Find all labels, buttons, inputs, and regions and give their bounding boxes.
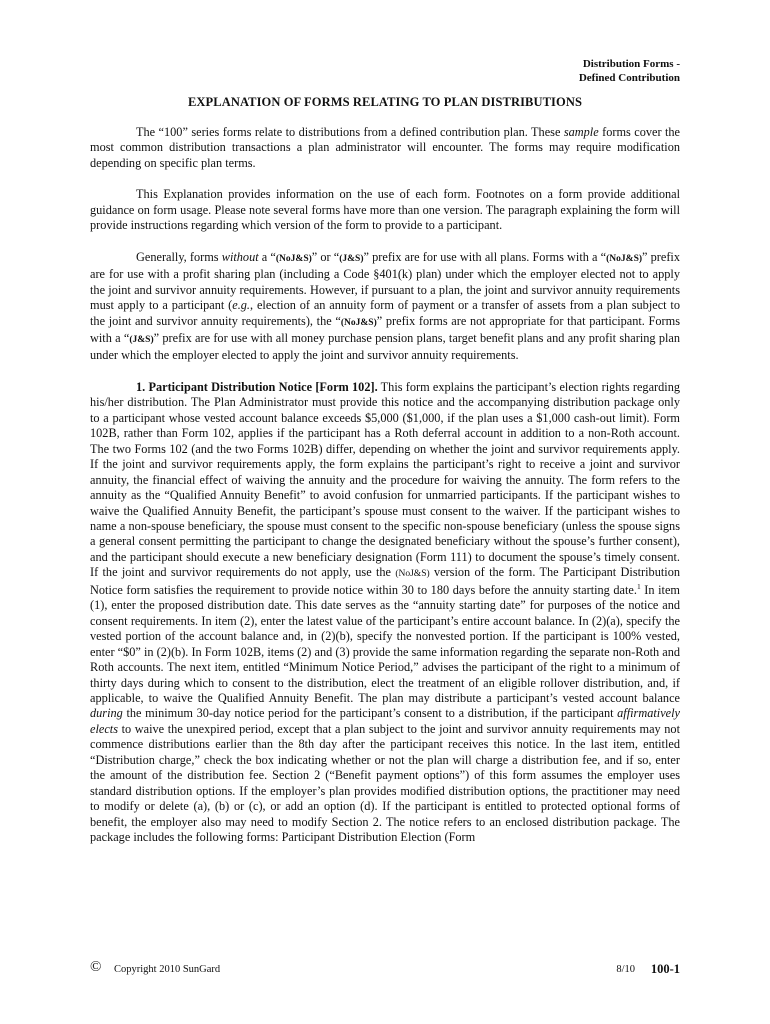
running-header: [579, 57, 680, 85]
footnote-marker[interactable]: 1: [636, 581, 641, 591]
body-text: [90, 125, 680, 861]
paragraph-prefixes: [90, 250, 680, 364]
text-run: ” prefix are for use with a profit sharing plan (including a Code §401(k) plan) under which the employer elected not to apply the joint and survivor annuity requirements. However, if pursuant to a plan, the joint and survivor annuity requirements must apply to a participant (: [90, 249, 680, 313]
paragraph-form-102: [90, 380, 680, 846]
header-line-1: Distribution Forms -: [582, 58, 680, 70]
document-title: EXPLANATION OF FORMS RELATING TO PLAN DISTRIBUTIONS: [187, 95, 583, 109]
emphasis-eg: e.g.: [232, 298, 251, 313]
text-run: ” prefix are for use with all plans. Forms with a “: [363, 249, 607, 264]
prefix-noj-s: (NoJ&S): [275, 253, 312, 264]
text-run: ” prefix forms are not appropriate for that participant. Forms with a “: [90, 313, 680, 345]
emphasis-without: without: [221, 249, 259, 264]
text-run: This form explains the participant’s election rights regarding his/her distribution. The Plan Administrator must provide this notice and the accompanying distribution package only to a participant whose vested account balance exceeds $5,000 ($1,000, if the plan uses a $1,000 cash-out limit). Form 102B, rather than Form 102, applies if the participant has a Roth deferral account in addition to a non-Roth account. The two Forms 102 (and the two Forms 102B) differ, depending on whether the joint and survivor requirements apply. If the joint and survivor requirements apply, the form explains the participant’s right to receive a joint and survivor annuity, the financial effect of waiving the annuity and the procedure for waiving the annuity. The form refers to the annuity as the “Qualified Annuity Benefit” to avoid confusion for unmarried participants. If the participant wishes to waive the Qualified Annuity Benefit, the participant’s spouse must consent to the waiver. If the participant wishes to name a non-spouse beneficiary, the spouse must consent to the specific non-spouse beneficiary (unless the spouse signs a general consent permitting the participant to change the designated beneficiary without the spouse’s further consent), and the participant should execute a new beneficiary designation (Form 111) to document the spouse’s timely consent. If the joint and survivor requirements do not apply, use the: [90, 379, 680, 580]
copyright-text: Copyright 2010 SunGard: [114, 964, 221, 975]
prefix-j-s: (J&S): [129, 334, 154, 345]
text-run: In item (1), enter the proposed distribution date. This date serves as the “annuity starting date” for purposes of the notice and consent requirements. In item (2), enter the latest value of the participant’s entire account balance. In (2)(a), specify the vested portion of the account balance and, in (2)(b), specify the nonvested portion. If the participant is 100% vested, enter “$0” in (2)(b). In Form 102B, items (2) and (3) provide the same information regarding the separate non-Roth and Roth accounts. The next item, entitled “Minimum Notice Period,” advises the participant of the right to a minimum of thirty days during which to consent to the distribution, elect the treatment of an eligible rollover distribution, and, if applicable, to waive the Qualified Annuity Benefit. The plan may distribute a participant’s vested account balance: [90, 582, 680, 705]
copyright-icon: ©: [90, 959, 102, 975]
emphasis-affirmatively-elects: affirmatively elects: [90, 706, 680, 736]
paragraph-intro: [90, 125, 680, 171]
text-run: to waive the unexpired period, except that a plan subject to the joint and survivor annuity requirements may not commence distributions earlier than the 8th day after the participant receives this notice. In the last item, entitled “Distribution charge,” check the box indicating whether or not the plan will charge a distribution fee, and if so, enter the amount of the distribution fee. Section 2 (“Benefit payment options”) of this form assumes the employer uses standard distribution options. If the employer’s plan provides modified distribution options, the practitioner may need to modify or delete (a), (b) or (c), or add an option (d). If the participant is entitled to protected optional forms of benefit, the employer also may need to modify Section 2. The notice refers to an enclosed distribution package. The package includes the following forms: Participant Distribution Election (Form: [90, 721, 680, 845]
text-run: forms cover the most common distribution transactions a plan administrator will encounter. The forms may require modification depending on specific plan terms.: [90, 125, 680, 170]
text-run: the minimum 30-day notice period for the participant’s consent to a distribution, if the participant: [122, 706, 618, 721]
text-run: ” prefix are for use with all money purchase pension plans, target benefit plans and any profit sharing plan under which the employer elected to apply the joint and survivor annuity requirements.: [90, 330, 680, 363]
text-run: The “100” series forms relate to distributions from a defined contribution plan. These: [136, 125, 564, 139]
paragraph-explanation: This Explanation provides information on the use of each form. Footnotes on a form provide additional guidance on form usage. Please note several forms have more than one version. The paragraph explaining the form will provide instructions regarding which version of the form to provide to a participant.: [90, 187, 680, 233]
emphasis-sample: sample: [563, 125, 599, 139]
prefix-noj-s: (NoJ&S): [606, 253, 643, 264]
prefix-j-s: (J&S): [339, 253, 364, 264]
text-run: a “: [258, 249, 276, 264]
text-run: version of the form. The Participant Distribution Notice form satisfies the requirement to provide notice within 30 to 180 days before the annuity starting date.: [90, 565, 680, 597]
text-run: , election of an annuity form of payment or a transfer of assets from a plan subject to the joint and survivor annuity requirements), the “: [90, 298, 680, 328]
section-heading-form-102: 1. Participant Distribution Notice [Form 102].: [136, 379, 378, 394]
header-line-2: Defined Contribution: [578, 72, 680, 84]
footer-date: 8/10: [616, 964, 635, 975]
prefix-noj-s: (NoJ&S): [395, 569, 430, 580]
emphasis-during: during: [90, 706, 123, 721]
page-footer: [90, 959, 680, 978]
text-run: Generally, forms: [136, 249, 222, 264]
text-run: ” or “: [311, 249, 340, 264]
page-number: 100-1: [650, 962, 680, 976]
prefix-noj-s: (NoJ&S): [340, 317, 377, 328]
